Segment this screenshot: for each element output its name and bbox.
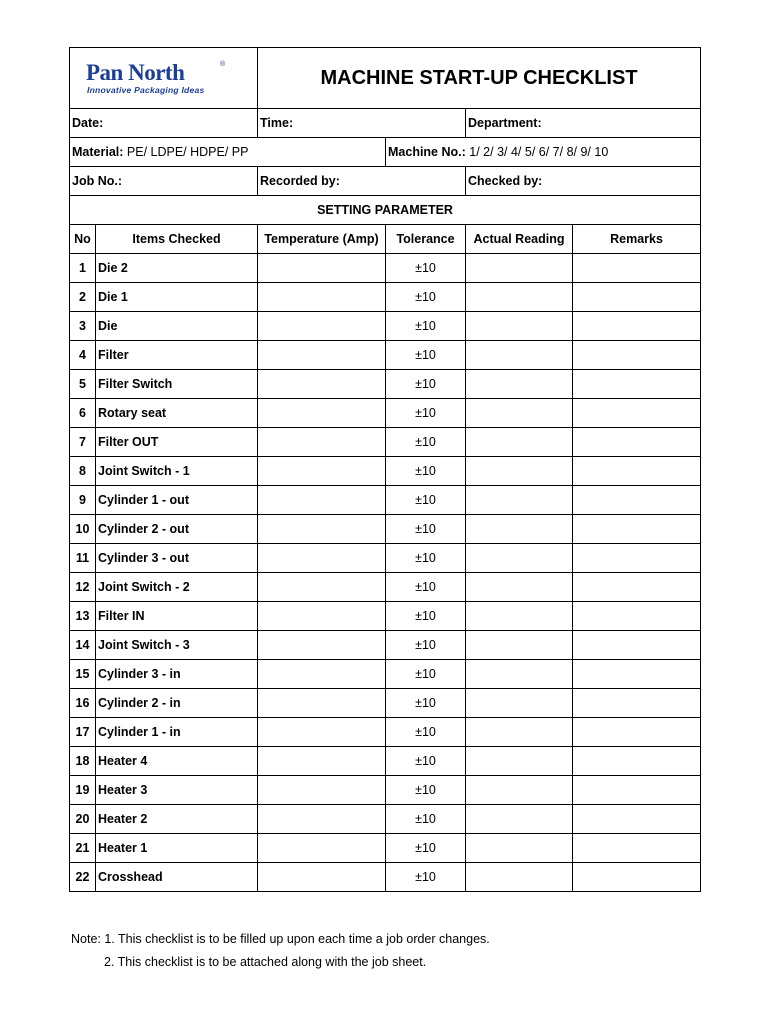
job-number-field[interactable]: Job No.: bbox=[70, 167, 258, 196]
row-number: 20 bbox=[70, 805, 96, 834]
remarks-cell[interactable] bbox=[573, 312, 701, 341]
actual-reading-cell[interactable] bbox=[466, 747, 573, 776]
remarks-cell[interactable] bbox=[573, 718, 701, 747]
tolerance-cell: ±10 bbox=[386, 747, 466, 776]
actual-reading-cell[interactable] bbox=[466, 834, 573, 863]
temperature-cell[interactable] bbox=[258, 660, 386, 689]
remarks-cell[interactable] bbox=[573, 370, 701, 399]
row-number: 4 bbox=[70, 341, 96, 370]
actual-reading-cell[interactable] bbox=[466, 805, 573, 834]
machine-field[interactable] bbox=[386, 138, 701, 167]
machine-label: Machine No.: bbox=[388, 145, 466, 159]
header-tolerance: Tolerance bbox=[386, 225, 466, 254]
header-items-checked: Items Checked bbox=[96, 225, 258, 254]
section-title: SETTING PARAMETER bbox=[70, 196, 701, 225]
table-row bbox=[70, 399, 701, 428]
remarks-cell[interactable] bbox=[573, 428, 701, 457]
tolerance-cell: ±10 bbox=[386, 718, 466, 747]
table-row bbox=[70, 776, 701, 805]
header-no: No bbox=[70, 225, 96, 254]
remarks-cell[interactable] bbox=[573, 399, 701, 428]
table-row bbox=[70, 573, 701, 602]
actual-reading-cell[interactable] bbox=[466, 457, 573, 486]
row-item: Cylinder 2 - out bbox=[96, 515, 258, 544]
row-number: 21 bbox=[70, 834, 96, 863]
table-row bbox=[70, 863, 701, 892]
temperature-cell[interactable] bbox=[258, 573, 386, 602]
remarks-cell[interactable] bbox=[573, 515, 701, 544]
row-item: Die bbox=[96, 312, 258, 341]
row-number: 7 bbox=[70, 428, 96, 457]
temperature-cell[interactable] bbox=[258, 370, 386, 399]
row-item: Rotary seat bbox=[96, 399, 258, 428]
temperature-cell[interactable] bbox=[258, 283, 386, 312]
header-temperature: Temperature (Amp) bbox=[258, 225, 386, 254]
actual-reading-cell[interactable] bbox=[466, 660, 573, 689]
actual-reading-cell[interactable] bbox=[466, 776, 573, 805]
table-row bbox=[70, 718, 701, 747]
table-row bbox=[70, 747, 701, 776]
row-item: Filter OUT bbox=[96, 428, 258, 457]
actual-reading-cell[interactable] bbox=[466, 283, 573, 312]
row-number: 13 bbox=[70, 602, 96, 631]
page-title: MACHINE START-UP CHECKLIST bbox=[258, 48, 701, 109]
remarks-cell[interactable] bbox=[573, 805, 701, 834]
actual-reading-cell[interactable] bbox=[466, 399, 573, 428]
temperature-cell[interactable] bbox=[258, 428, 386, 457]
tolerance-cell: ±10 bbox=[386, 515, 466, 544]
table-row bbox=[70, 486, 701, 515]
temperature-cell[interactable] bbox=[258, 863, 386, 892]
time-field[interactable]: Time: bbox=[258, 109, 466, 138]
logo bbox=[70, 48, 258, 109]
tolerance-cell: ±10 bbox=[386, 370, 466, 399]
row-number: 5 bbox=[70, 370, 96, 399]
table-row bbox=[70, 834, 701, 863]
remarks-cell[interactable] bbox=[573, 863, 701, 892]
table-row bbox=[70, 341, 701, 370]
row-number: 14 bbox=[70, 631, 96, 660]
tolerance-cell: ±10 bbox=[386, 399, 466, 428]
tolerance-cell: ±10 bbox=[386, 428, 466, 457]
logo-name: Pan North bbox=[86, 60, 185, 85]
tolerance-cell: ±10 bbox=[386, 283, 466, 312]
row-item: Joint Switch - 1 bbox=[96, 457, 258, 486]
tolerance-cell: ±10 bbox=[386, 602, 466, 631]
actual-reading-cell[interactable] bbox=[466, 312, 573, 341]
table-row bbox=[70, 283, 701, 312]
temperature-cell[interactable] bbox=[258, 341, 386, 370]
row-number: 3 bbox=[70, 312, 96, 341]
header-actual-reading: Actual Reading bbox=[466, 225, 573, 254]
temperature-cell[interactable] bbox=[258, 602, 386, 631]
row-number: 18 bbox=[70, 747, 96, 776]
temperature-cell[interactable] bbox=[258, 718, 386, 747]
checked-by-field[interactable]: Checked by: bbox=[466, 167, 701, 196]
tolerance-cell: ±10 bbox=[386, 776, 466, 805]
table-row bbox=[70, 457, 701, 486]
date-field[interactable]: Date: bbox=[70, 109, 258, 138]
row-number: 1 bbox=[70, 254, 96, 283]
remarks-cell[interactable] bbox=[573, 544, 701, 573]
actual-reading-cell[interactable] bbox=[466, 689, 573, 718]
actual-reading-cell[interactable] bbox=[466, 631, 573, 660]
tolerance-cell: ±10 bbox=[386, 863, 466, 892]
actual-reading-cell[interactable] bbox=[466, 544, 573, 573]
temperature-cell[interactable] bbox=[258, 805, 386, 834]
table-row bbox=[70, 515, 701, 544]
row-item: Filter Switch bbox=[96, 370, 258, 399]
row-number: 11 bbox=[70, 544, 96, 573]
department-field[interactable]: Department: bbox=[466, 109, 701, 138]
row-number: 16 bbox=[70, 689, 96, 718]
temperature-cell[interactable] bbox=[258, 747, 386, 776]
remarks-cell[interactable] bbox=[573, 660, 701, 689]
actual-reading-cell[interactable] bbox=[466, 718, 573, 747]
tolerance-cell: ±10 bbox=[386, 573, 466, 602]
temperature-cell[interactable] bbox=[258, 486, 386, 515]
row-number: 15 bbox=[70, 660, 96, 689]
remarks-cell[interactable] bbox=[573, 834, 701, 863]
row-number: 6 bbox=[70, 399, 96, 428]
row-item: Cylinder 3 - out bbox=[96, 544, 258, 573]
actual-reading-cell[interactable] bbox=[466, 486, 573, 515]
row-item: Cylinder 1 - out bbox=[96, 486, 258, 515]
remarks-cell[interactable] bbox=[573, 486, 701, 515]
row-number: 19 bbox=[70, 776, 96, 805]
temperature-cell[interactable] bbox=[258, 776, 386, 805]
table-row bbox=[70, 370, 701, 399]
remarks-cell[interactable] bbox=[573, 776, 701, 805]
temperature-cell[interactable] bbox=[258, 834, 386, 863]
row-item: Cylinder 1 - in bbox=[96, 718, 258, 747]
tolerance-cell: ±10 bbox=[386, 312, 466, 341]
tolerance-cell: ±10 bbox=[386, 457, 466, 486]
row-item: Filter bbox=[96, 341, 258, 370]
row-item: Heater 1 bbox=[96, 834, 258, 863]
header-remarks: Remarks bbox=[573, 225, 701, 254]
tolerance-cell: ±10 bbox=[386, 689, 466, 718]
row-number: 10 bbox=[70, 515, 96, 544]
row-item: Heater 2 bbox=[96, 805, 258, 834]
table-row bbox=[70, 428, 701, 457]
tolerance-cell: ±10 bbox=[386, 341, 466, 370]
actual-reading-cell[interactable] bbox=[466, 341, 573, 370]
row-item: Heater 3 bbox=[96, 776, 258, 805]
actual-reading-cell[interactable] bbox=[466, 863, 573, 892]
temperature-cell[interactable] bbox=[258, 544, 386, 573]
temperature-cell[interactable] bbox=[258, 515, 386, 544]
header-row bbox=[70, 225, 701, 254]
actual-reading-cell[interactable] bbox=[466, 573, 573, 602]
table-row bbox=[70, 660, 701, 689]
logo-tagline: Innovative Packaging Ideas bbox=[87, 85, 205, 95]
row-number: 9 bbox=[70, 486, 96, 515]
checklist-sheet bbox=[69, 47, 700, 892]
temperature-cell[interactable] bbox=[258, 399, 386, 428]
actual-reading-cell[interactable] bbox=[466, 370, 573, 399]
temperature-cell[interactable] bbox=[258, 254, 386, 283]
table-row bbox=[70, 254, 701, 283]
tolerance-cell: ±10 bbox=[386, 660, 466, 689]
row-number: 17 bbox=[70, 718, 96, 747]
row-item: Die 2 bbox=[96, 254, 258, 283]
material-value: PE/ LDPE/ HDPE/ PP bbox=[126, 145, 249, 159]
remarks-cell[interactable] bbox=[573, 631, 701, 660]
row-number: 22 bbox=[70, 863, 96, 892]
temperature-cell[interactable] bbox=[258, 689, 386, 718]
temperature-cell[interactable] bbox=[258, 631, 386, 660]
actual-reading-cell[interactable] bbox=[466, 254, 573, 283]
note-1: Note: 1. This checklist is to be filled up upon each time a job order changes. bbox=[71, 932, 490, 946]
row-item: Joint Switch - 2 bbox=[96, 573, 258, 602]
row-item: Crosshead bbox=[96, 863, 258, 892]
table-row bbox=[70, 689, 701, 718]
remarks-cell[interactable] bbox=[573, 283, 701, 312]
machine-value: 1/ 2/ 3/ 4/ 5/ 6/ 7/ 8/ 9/ 10 bbox=[469, 145, 609, 159]
table-row bbox=[70, 544, 701, 573]
tolerance-cell: ±10 bbox=[386, 805, 466, 834]
temperature-cell[interactable] bbox=[258, 457, 386, 486]
tolerance-cell: ±10 bbox=[386, 486, 466, 515]
logo-registered-mark: ® bbox=[220, 61, 226, 68]
material-label: Material: bbox=[72, 145, 124, 159]
material-field[interactable] bbox=[70, 138, 386, 167]
row-number: 12 bbox=[70, 573, 96, 602]
row-number: 2 bbox=[70, 283, 96, 312]
checklist-table bbox=[69, 47, 701, 892]
row-item: Cylinder 3 - in bbox=[96, 660, 258, 689]
remarks-cell[interactable] bbox=[573, 573, 701, 602]
table-row bbox=[70, 602, 701, 631]
row-item: Heater 4 bbox=[96, 747, 258, 776]
remarks-cell[interactable] bbox=[573, 254, 701, 283]
table-row bbox=[70, 805, 701, 834]
row-item: Die 1 bbox=[96, 283, 258, 312]
remarks-cell[interactable] bbox=[573, 689, 701, 718]
remarks-cell[interactable] bbox=[573, 747, 701, 776]
recorded-by-field[interactable]: Recorded by: bbox=[258, 167, 466, 196]
note-2: 2. This checklist is to be attached along with the job sheet. bbox=[104, 955, 427, 969]
tolerance-cell: ±10 bbox=[386, 544, 466, 573]
tolerance-cell: ±10 bbox=[386, 631, 466, 660]
table-row bbox=[70, 312, 701, 341]
row-number: 8 bbox=[70, 457, 96, 486]
row-item: Filter IN bbox=[96, 602, 258, 631]
remarks-cell[interactable] bbox=[573, 457, 701, 486]
remarks-cell[interactable] bbox=[573, 602, 701, 631]
tolerance-cell: ±10 bbox=[386, 254, 466, 283]
table-row bbox=[70, 631, 701, 660]
actual-reading-cell[interactable] bbox=[466, 428, 573, 457]
temperature-cell[interactable] bbox=[258, 312, 386, 341]
actual-reading-cell[interactable] bbox=[466, 602, 573, 631]
tolerance-cell: ±10 bbox=[386, 834, 466, 863]
remarks-cell[interactable] bbox=[573, 341, 701, 370]
row-item: Cylinder 2 - in bbox=[96, 689, 258, 718]
actual-reading-cell[interactable] bbox=[466, 515, 573, 544]
row-item: Joint Switch - 3 bbox=[96, 631, 258, 660]
